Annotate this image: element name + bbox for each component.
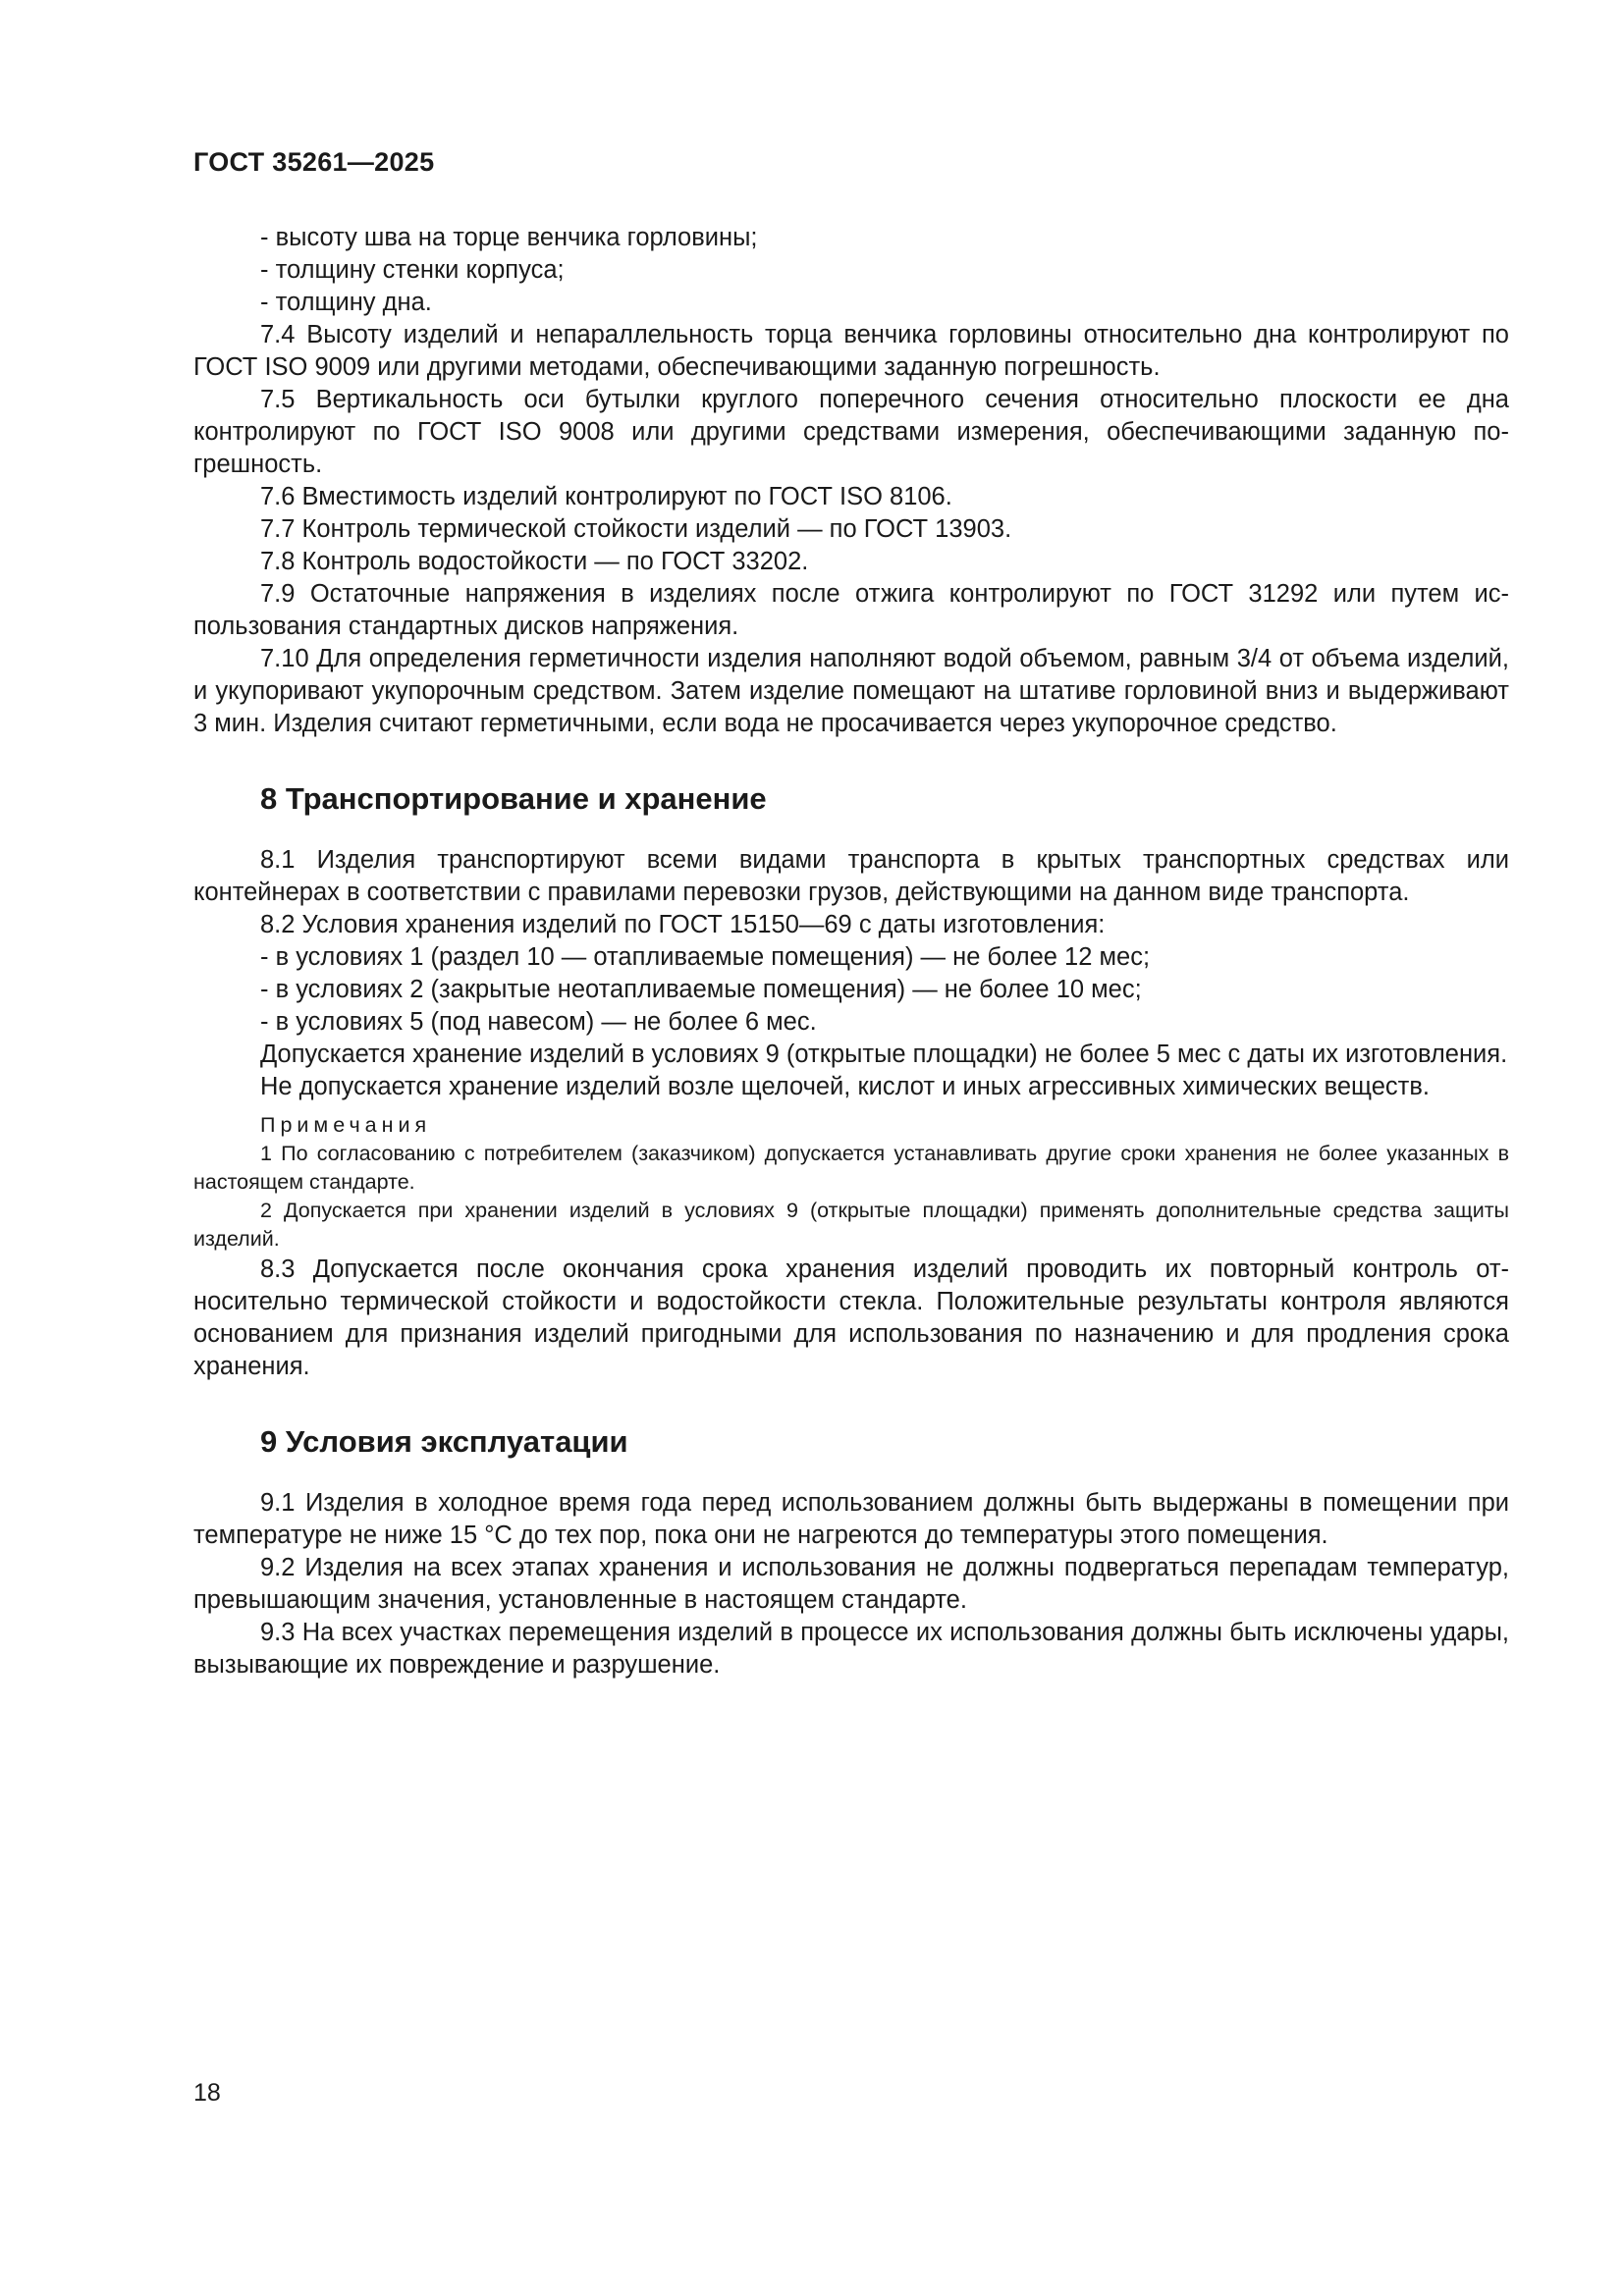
paragraph-7-10: 7.10 Для определения герметичности изделия наполняют водой объемом, равным 3/4 от объема изделий, и укупоривают укупорочным средством. Затем изделие помещают на штативе горловиной вниз и выдерживают 3 мин. Изделия считают герметичными, если вода не просачивается через укупорочное средство. [193, 645, 1509, 737]
paragraph-7-8: 7.8 Контроль водостойкости — по ГОСТ 33202. [260, 548, 809, 575]
paragraph-9-1: 9.1 Изделия в холодное время года перед использованием должны быть выдержаны в помещении при температуре не ниже 15 °С до тех пор, пока они не нагреются до температуры этого помещения. [193, 1489, 1509, 1549]
section-8-heading: 8 Транспортирование и хранение [260, 781, 767, 816]
paragraph-7-4: 7.4 Высоту изделий и непараллельность торца венчика горловины относительно дна контролируют по ГОСТ ISO 9009 или другими методами, обеспечивающими заданную погрешность. [193, 321, 1509, 381]
paragraph-7-7: 7.7 Контроль термической стойкости изделий — по ГОСТ 13903. [260, 515, 1012, 543]
paragraph-8-2: 8.2 Условия хранения изделий по ГОСТ 15150—69 с даты изготовления: [260, 911, 1106, 938]
list-item: - в условиях 2 (закрытые неотапливаемые помещения) — не более 10 мес; [260, 976, 1142, 1003]
notes-title: Примечания [260, 1113, 432, 1137]
document-header-code: ГОСТ 35261—2025 [193, 147, 435, 177]
paragraph-storage-allowed: Допускается хранение изделий в условиях 9 (открытые площадки) не более 5 мес с даты их изготовления. [260, 1041, 1508, 1068]
paragraph-7-6: 7.6 Вместимость изделий контролируют по ГОСТ ISO 8106. [260, 483, 952, 510]
list-item: - толщину стенки корпуса; [260, 256, 565, 284]
notes-block [193, 1111, 1509, 1254]
list-item: - в условиях 1 (раздел 10 — отапливаемые помещения) — не более 12 мес; [260, 943, 1151, 971]
list-item: - в условиях 5 (под навесом) — не более 6 мес. [260, 1008, 817, 1036]
paragraph-7-9: 7.9 Остаточные напряжения в изделиях после отжига контролируют по ГОСТ 31292 или путем использования стандартных дисков напряжения. [193, 580, 1509, 640]
section-9-heading: 9 Условия эксплуатации [260, 1424, 628, 1459]
paragraph-7-5: 7.5 Вертикальность оси бутылки круглого поперечного сечения относительно плоскости ее дна контролируют по ГОСТ ISO 9008 или другими средствами измерения, обеспечивающими заданную погрешность. [193, 386, 1509, 478]
paragraph-9-2: 9.2 Изделия на всех этапах хранения и использования не должны подвергаться перепадам температур, превышающим значения, установленные в настоящем стандарте. [193, 1554, 1509, 1614]
paragraph-8-3: 8.3 Допускается после окончания срока хранения изделий проводить их повторный контроль относительно термической стойкости и водостойкости стекла. Положительные результаты контроля являются основанием для признания изделий пригодными для использования по назначению и для продления срока хранения. [193, 1255, 1509, 1380]
page-number: 18 [193, 2079, 221, 2107]
list-item: - высоту шва на торце венчика горловины; [260, 224, 758, 251]
paragraph-9-3: 9.3 На всех участках перемещения изделий в процессе их использования должны быть исключены удары, вызывающие их повреждение и разрушение. [193, 1619, 1509, 1679]
list-item: - толщину дна. [260, 289, 432, 316]
note-2: 2 Допускается при хранении изделий в условиях 9 (открытые площадки) применять дополнительные средства защиты изделий. [193, 1199, 1509, 1251]
document-body [193, 222, 1509, 1682]
note-1: 1 По согласованию с потребителем (заказчиком) допускается устанавливать другие сроки хранения не более указанных в настоящем стандарте. [193, 1142, 1509, 1194]
paragraph-storage-not-allowed: Не допускается хранение изделий возле щелочей, кислот и иных агрессивных химических веществ. [260, 1073, 1430, 1100]
paragraph-8-1: 8.1 Изделия транспортируют всеми видами транспорта в крытых транспортных средствах или контейнерах в соответствии с правилами перевозки грузов, действующими на данном виде транспорта. [193, 846, 1509, 906]
